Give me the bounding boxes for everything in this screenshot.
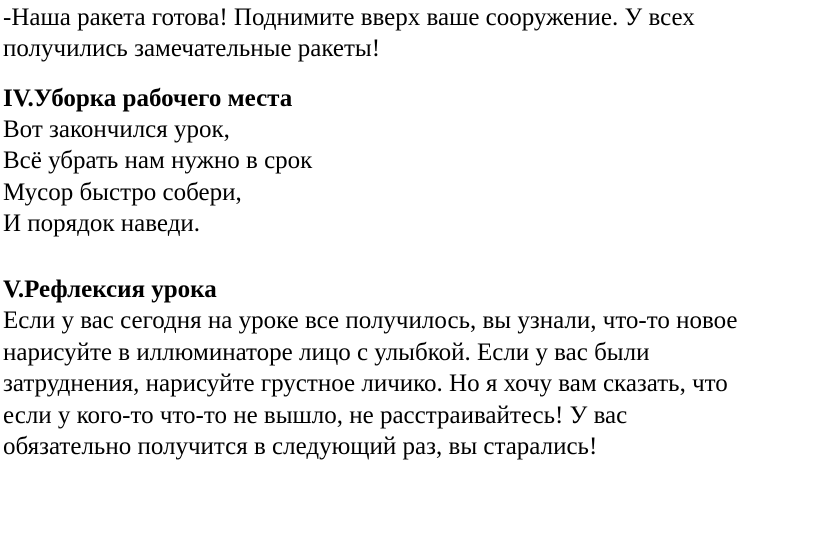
reflection-line-5: обязательно получится в следующий раз, вы старались! (3, 433, 598, 460)
cleanup-poem-line-1: Вот закончился урок, (3, 116, 230, 143)
reflection-heading: V.Рефлексия урока (3, 276, 217, 303)
cleanup-poem-line-4: И порядок наведи. (3, 210, 201, 237)
cleanup-poem-line-3: Мусор быстро собери, (3, 179, 242, 206)
reflection-line-2: нарисуйте в иллюминаторе лицо с улыбкой. Если у вас были (3, 339, 650, 366)
reflection-line-1: Если у вас сегодня на уроке все получилось, вы узнали, что-то новое (3, 307, 738, 334)
reflection-line-4: если у кого-то что-то не вышло, не расстраивайтесь! У вас (3, 402, 628, 429)
intro-line-1: -Наша ракета готова! Поднимите вверх ваше сооружение. У всех (3, 4, 695, 31)
cleanup-heading: IV.Уборка рабочего места (3, 85, 293, 112)
intro-line-2: получились замечательные ракеты! (3, 35, 381, 62)
reflection-line-3: затруднения, нарисуйте грустное личико. Но я хочу вам сказать, что (3, 370, 728, 397)
cleanup-poem-line-2: Всё убрать нам нужно в срок (3, 147, 313, 174)
